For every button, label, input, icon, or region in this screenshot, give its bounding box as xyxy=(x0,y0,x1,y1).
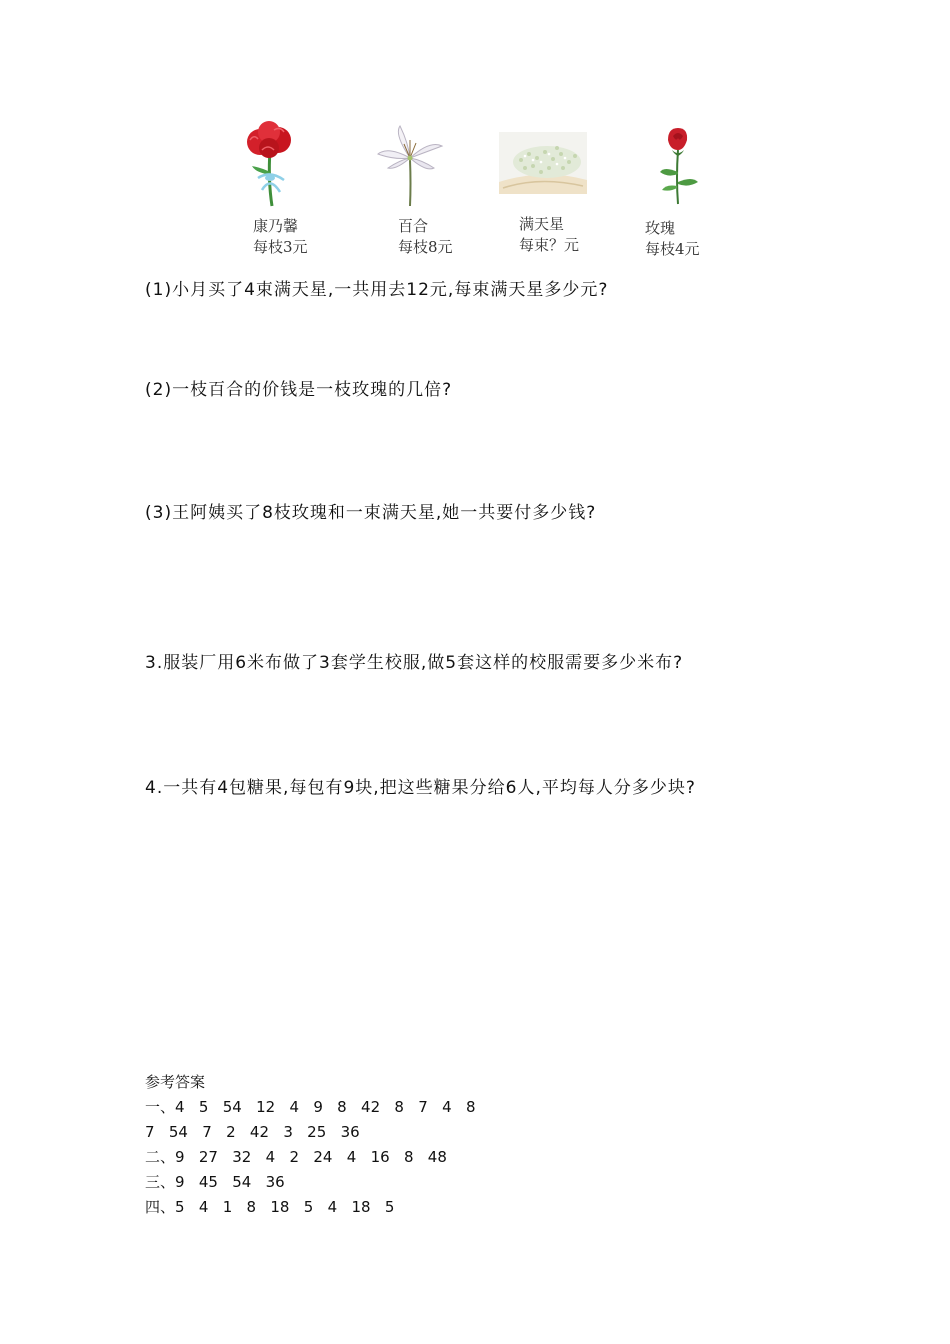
flower-name: 百合 xyxy=(398,217,429,235)
question-2: (2)一枝百合的价钱是一枝玫瑰的几倍? xyxy=(145,380,453,400)
question-4: 3.服装厂用6米布做了3套学生校服,做5套这样的校服需要多少米布? xyxy=(145,653,684,673)
flower-price: 每枝3元 xyxy=(253,238,308,256)
answer-line: 二、9 27 32 4 2 24 4 16 8 48 xyxy=(145,1148,447,1166)
question-5: 4.一共有4包糖果,每包有9块,把这些糖果分给6人,平均每人分多少块? xyxy=(145,778,696,798)
flower-price: 每枝8元 xyxy=(398,238,453,256)
answer-line: 三、9 45 54 36 xyxy=(145,1173,285,1191)
answer-line: 一、4 5 54 12 4 9 8 42 8 7 4 8 xyxy=(145,1098,476,1116)
flower-price: 每束？元 xyxy=(519,236,580,254)
lily-icon xyxy=(374,124,446,208)
flower-name: 玫瑰 xyxy=(645,219,676,237)
rose-icon xyxy=(654,126,700,206)
flower-price: 每枝4元 xyxy=(645,240,700,258)
carnation-icon xyxy=(240,120,300,208)
question-1: (1)小月买了4束满天星,一共用去12元,每束满天星多少元? xyxy=(145,280,609,300)
answer-line: 四、5 4 1 8 18 5 4 18 5 xyxy=(145,1198,395,1216)
question-3: (3)王阿姨买了8枝玫瑰和一束满天星,她一共要付多少钱? xyxy=(145,503,597,523)
flower-name: 康乃馨 xyxy=(253,217,299,235)
flower-name: 满天星 xyxy=(519,215,565,233)
answer-line: 7 54 7 2 42 3 25 36 xyxy=(145,1123,360,1141)
answers-title: 参考答案 xyxy=(145,1073,206,1091)
babys-breath-icon xyxy=(499,132,587,194)
